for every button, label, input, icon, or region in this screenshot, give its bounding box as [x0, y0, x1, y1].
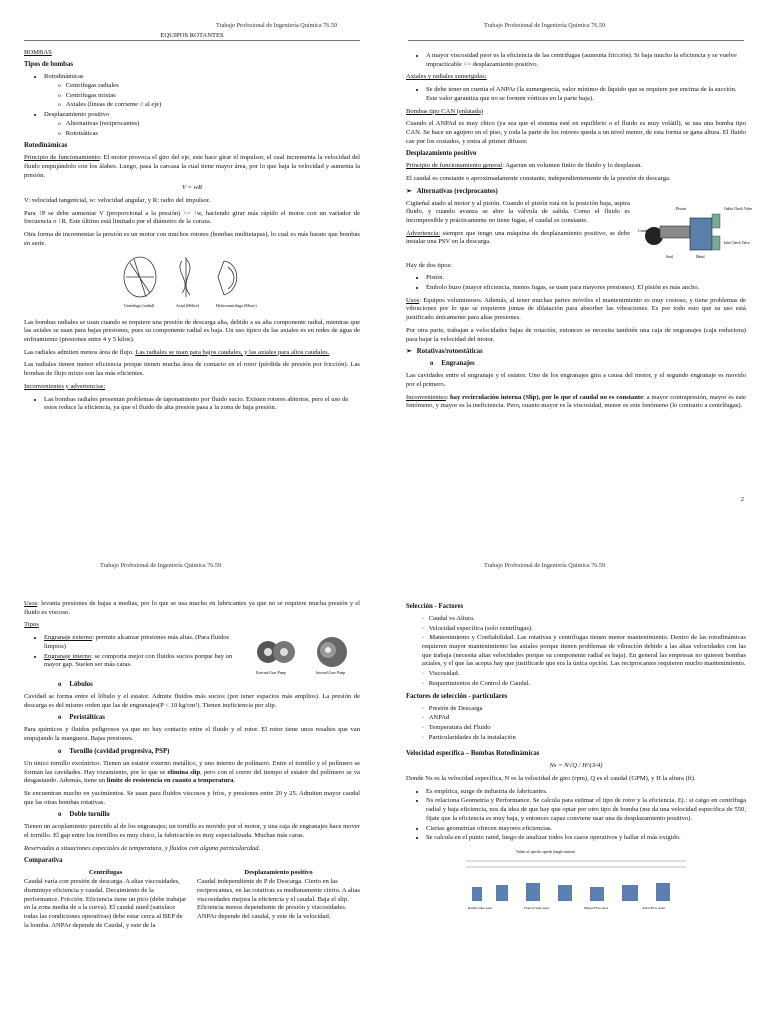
- impeller-figure: [112, 253, 272, 315]
- page-header: Trabajo Profesional de Ingeniería Química 76.59: [216, 22, 338, 29]
- donde-paragraph: Donde Ns es la velocidad específica, N es la velocidad de giro (rpm), Q es el caudal (GPM), y H la altura (ft).: [406, 775, 696, 783]
- fig-label-mixto: Helicocentrífugo (Mixto): [216, 302, 257, 308]
- viscosidad-item: • A mayor viscosidad peor es la eficiencia de las centrífugas (aumenta fricción). Si baja mucho la eficiencia y se vuelve impracticable >> desplazamiento positivo.: [426, 52, 746, 69]
- factor-item: ▫ Requerimientos de Control de Caudal.: [422, 680, 746, 689]
- alt-tipos-list: [406, 274, 746, 292]
- otra-forma-paragraph: Otra forma de incrementar la presión es un motor con muchos rotores (bombas multietapas), lo cual es más barato que bombas en serie.: [24, 231, 360, 247]
- particulares-list: [406, 705, 746, 743]
- inconveniente-item: • Las bombas radiales presentan problemas de taponamiento por fluido sucio. Existen rotores abiertos, pero el uso de estos reduce la eficiencia, ya que el fluido de alta presión pasa a la zona de baja presión.: [44, 396, 360, 413]
- page-number: 2: [740, 495, 744, 503]
- desplazamiento-title: Desplazamiento positivo: [406, 150, 477, 158]
- tipos-list: [24, 73, 360, 138]
- engranaje-externo: • Engranaje externo: permite alcanzar presiones más altas. (Para fluidos limpios): [44, 634, 242, 651]
- inconvenientes-list: [24, 396, 360, 413]
- col-title: Centrífugas: [88, 869, 123, 877]
- document-title: EQUIPOS ROTANTES: [160, 32, 224, 39]
- desp-principio: Principio de funcionamiento general: Agarran un volumen finito de fluido y lo desplazan.: [406, 162, 643, 170]
- specific-speed-figure: [456, 847, 696, 913]
- para-p-paragraph: Para ↑P se debe aumentar V (proporcional a la presión) >> ↑w, haciendo girar más rápido el motor con un variador de frecuencia o ↑R. Este último está limitado por el diámetro de la coraza.: [24, 209, 360, 226]
- fig-label-mixed: Mixed-Flow Area: [584, 905, 609, 910]
- inconvenientes-paragraph: Inconvenientes: hay recirculación interna (Slip), por lo que el caudal no es constante: a mayor contrapresión, mayor es este fenómeno, y mayor es la ineficiencia. Pero, cuanto mayor es la viscosidad, menor es este fenómeno (lo contrario a centrífugas).: [406, 393, 746, 410]
- ns-item: • Ns relaciona Geometría y Performance. Se calcula para estimar el tipo de rotor y la eficiencia. Ej.: si caigo en centrífuga radial y baja eficiencia, nos da idea de que hay que optar por otro tipo de bomba (me da una velocidad específica de 550, fijate que la eficiencia es muy baja, y entonces capaz conviene usar una de desplazamiento positivo).: [426, 797, 746, 823]
- factores-list: [406, 615, 746, 689]
- doble-tornillo-title: o Doble tornillo: [24, 811, 360, 820]
- usos-engranajes: Usos: levanta presiones de bajas a medias, por lo que se usa mucho en lubricantes ya que no se requiere mucha presión y el fluido es viscoso.: [24, 600, 360, 616]
- lobulos-title: o Lóbulos: [24, 681, 360, 690]
- alternativas-paragraph: Cigüeñal atado al motor y al pistón. Cuando el pistón está en la posición baja, aspira fluido, y cuando avanza se abre la válvula de salida. Como el fluido es incompresible y prácticamente no tiene fugas, el caudal es constante.: [406, 199, 630, 225]
- subtipo-item: o Axiales (líneas de corriente // al eje): [58, 101, 360, 110]
- subtipo-item: o Centrífugas radiales: [58, 82, 360, 91]
- tipos-title: Tipos de bombas: [24, 61, 73, 69]
- col-text: Caudal varía con presión de descarga. A altas viscosidades, disminuye eficiencia y caudal. Decaimiento de la performance. Fricción. Eficiencia tiene un pico (debe trabajar en la zona media de a la curva). El caudal rated (satisface todas las condiciones operativas) debe estar cerca al BEP de la bomba. ANPAr depende de Caudal, y este de la: [24, 878, 187, 929]
- page-4: [384, 512, 768, 1024]
- tipos-engranajes-list: [24, 634, 242, 671]
- lobulos-paragraph: Cavidad se forma entre el lóbulo y el estator. Admite fluidos más sucios (por tener espacios más amplios). La presión de descarga es del mismo orden que las de engranajes(P < 10 kg/cm²). Tienen ineficiencia por slip.: [24, 693, 360, 709]
- rotodinamicas-title: Rotodinámicas: [24, 142, 68, 150]
- comparativa-table: [24, 869, 360, 930]
- fig-label-centrifugo: Centrífugo (radial): [124, 302, 155, 308]
- page-header: Trabajo Profesional de Ingeniería Química 76.59: [100, 562, 222, 569]
- inconvenientes-title: Inconvenientes y advertencias:: [24, 382, 106, 390]
- peristalticas-title: o Peristálticas: [24, 714, 360, 723]
- fig-label-inlet: Inlet Check Valve: [724, 240, 750, 245]
- doble-tornillo-paragraph: Tienen un acoplamiento parecido al de los engranajes; un tornillo es movido por el motor, y una caja de engranajes hace mover el tornillo. El gap entre los tornillos es muy chico, la fabricación es muy especializada. Muchas más caras.: [24, 823, 360, 840]
- particular-item: ▫ Temperatura del Fluido: [422, 724, 746, 733]
- factor-item: ▫ Velocidad específica (solo centrífugas).: [422, 625, 746, 634]
- particular-item: ▫ ANPAd: [422, 714, 746, 723]
- tipo-item: • Rotodinámicas o Centrífugas radiales o Centrífugas mixtas o Axiales (líneas de corriente // al eje): [44, 73, 360, 110]
- peristalticas-paragraph: Para químicos y fluidos peligrosos ya que no hay contacto entre el fluido y el rotor. El rotor tiene unos resaltes que van empujando la manguera. Bajas presiones.: [24, 726, 360, 743]
- principio-paragraph: Principio de funcionamiento: El motor provoca el giro del eje, este hace girar el impulsor, el cual incrementa la velocidad del fluido empujándolo con los álabes. Luego, pasa la carcasa la cual tiene mayor área, por lo que baja la velocidad y aumenta la presión.: [24, 154, 361, 179]
- sumergidas-item: • Se debe tener en cuenta el ANPAr (la sumergencia, valor mínimo de líquido que se requiere por encima de la succión. Este valor garantiza que no se formen vórtices en la parte baja).: [426, 86, 746, 103]
- radiales-admiten: Las radiales admiten menos área de flujo. Las radiales se usan para bajos caudales, y las axiales para altos caudales.: [24, 348, 330, 356]
- sumergidas-title: Axiales y radiales sumergidas:: [406, 73, 487, 81]
- viscosidad-list: [406, 52, 746, 69]
- piston-pump-figure: [636, 200, 753, 262]
- can-title: Bombas tipo CAN (enlatada): [406, 107, 484, 115]
- comparativa-col-desplazamiento: [197, 869, 360, 930]
- tornillo-paragraph: Un único tornillo excéntrico. Tienen un estator externo metálico, y uno interno de polímero. Entre el tornillo y el polímero se forman las cavidades. Hay rozamiento, por lo que se elimina slip, pero con el correr del tiempo el estator del polímero se va desgastando. Además, tiene un límite de resistencia en cuanto a temperatura.: [24, 759, 360, 785]
- seleccion-title: Selección - Factores: [406, 603, 464, 610]
- fig-label-crank: Crank: [638, 227, 648, 233]
- rotativas-title: ➢ Rotativas/rotoestáticas: [406, 348, 746, 357]
- tipo-item: • Desplazamiento positivo o Alternativas (reciprocantes) o Rototsáticas: [44, 111, 360, 138]
- dos-tipos: Hay de dos tipos:: [406, 261, 452, 269]
- formula: V = wR: [181, 184, 203, 192]
- ns-item: • Se calcula en el punto rated, luego de analizar todos los casos operativos y hallar el más exigido.: [426, 834, 746, 843]
- subtipo-item: o Alternativas (reciprocantes): [58, 120, 360, 129]
- engranaje-interno: • Engranaje interno: se comporta mejor con fluidos sucios porque hay un mayor gap. Suelen ser más caras.: [44, 653, 242, 670]
- page-2: [384, 0, 768, 512]
- col-text: Caudal independiente de P de Descarga. Cierto en las reciprocantes, en las rotativas es medianamente cierto. A altas viscosidades mejora la eficiencia y el caudal. Baja el slip. Eficiencia menos dependiente de presión y viscosidades. ANPAr depende del caudal, y este de la velocidad.: [197, 878, 360, 920]
- comparativa-col-centrifugas: [24, 869, 187, 930]
- page-3: [0, 512, 384, 1024]
- ns-item: • Ciertas geometrías ofrecen mayores eficiencias.: [426, 825, 746, 834]
- fig-label-radial: Radial-Vane Area: [468, 905, 493, 910]
- factor-item: ▫ Viscosidad.: [422, 670, 746, 679]
- fig-label-seal: Seal: [666, 253, 673, 259]
- particulares-title: Factores de selección - particulares: [406, 692, 508, 700]
- page-3-content: [24, 600, 360, 930]
- fig-label-piston: Piston: [676, 205, 687, 211]
- engranajes-row: [24, 634, 360, 678]
- yacimientos-paragraph: Se encuentran mucho en yacimientos. Se usan para fluidos viscosos y fríos, y presiones entre 20 y 25. Admiten mayor caudal que las otras bombas rotativas.: [24, 789, 360, 806]
- advertencia-paragraph: Advertencia: siempre que tengo una máquina de desplazamiento positivo, se debe instalar una PSV en la descarga.: [406, 229, 630, 246]
- can-paragraph: Cuando el ANPAd es muy chico (ya sea que el sistema esté en equilibrio o el fluido es muy volátil), se usa una bomba tipo CAN. Se hace un agujero en el piso, y toda la parte de los rotores queda a un nivel menor, de esta forma se gana altura. El fluido cae por los costados, y entra al primer difusor.: [406, 120, 746, 145]
- por-otra-paragraph: Por otra parte, trabajan a velocidades bajas de rotación, entonces se necesita también una caja de engranajes (caja reductora) para bajar la velocidad del motor.: [406, 326, 746, 343]
- velocidad-especifica-title: Velocidad específica – Bombas Rotodinámicas: [406, 750, 540, 758]
- reservadas-note: Reservadas a situaciones especiales de temperatura, y fluidos con alguna particularidad.: [24, 844, 261, 852]
- fig-title: Values of specific speeds (single suction): [516, 849, 576, 854]
- gear-pumps-figure: [248, 634, 360, 678]
- radiales-eficiencia: Las radiales tienen menor eficiencia porque tienen mucha área de contacto en el rotor (pérdida de presión por fricción). Las bombas de flujo mixto son las más eficientes.: [24, 361, 360, 378]
- particular-item: ▫ Particularidades de la instalación: [422, 734, 746, 743]
- alternativas-row: [406, 199, 753, 262]
- alternativas-title: ➢ Alternativas (reciprocantes): [406, 188, 746, 197]
- subtipo-item: o Centrífugas mixtas: [58, 92, 360, 101]
- header-rule: [408, 40, 744, 41]
- fig-label-internal: Internal Gear Pump: [316, 671, 346, 676]
- ns-item: • Es empírica, surge de industria de fabricantes.: [426, 788, 746, 797]
- comparativa-title: Comparativa: [24, 857, 63, 865]
- ns-formula: Ns = N√Q / H^(3/4): [549, 762, 603, 770]
- page-header: Trabajo Profesional de Ingeniería Química 76.59: [484, 22, 606, 29]
- engranajes-paragraph: Las cavidades entre el engranaje y el estator. Uno de los engranajes gira a causa del motor, y el segundo engranaje es movido por el primero.: [406, 372, 746, 388]
- formula-description: V: velocidad tangencial, w: velocidad angular, y R: radio del impulsor.: [24, 197, 211, 205]
- tipos-engranajes-title: Tipos: [24, 621, 39, 629]
- factor-item: ▫ Mantenimiento y Confiabilidad. Las rotativas y centrífugas tienen menor mantenimiento. Dentro de las rotodinámicas requieren mayor mantenimiento las axiales porque tienen problemas de vibración debido a las altas velocidades con las que trabaja (necesita altas velocidades porque su componente radial es baja). En general las empresas no quieren bombas axiales, y el que las acepta hay que justificarle que era la única opción. Las reciprocantes requieren mucho mantenimiento.: [422, 634, 746, 669]
- particular-item: ▫ Presión de Descarga: [422, 705, 746, 714]
- fig-label-outlet: Outlet Check Valve: [724, 206, 753, 211]
- radiales-paragraph: Las bombas radiales se usan cuando se requiere una presión de descarga alta, debido a su alta componente radial, mientras que las axiales se usan para bajas presiones, pues su componente radial es baja. Un uso típico de las axiales es en redes de agua de enfriamiento (presiones entre 4 y 5 kilos).: [24, 318, 360, 343]
- section-bombas: BOMBAS: [24, 48, 52, 56]
- page-4-content: [406, 600, 746, 917]
- fig-label-head: Head: [696, 253, 705, 259]
- subtipo-item: o Rototsáticas: [58, 130, 360, 139]
- tornillo-title: o Tornillo (cavidad progresiva, PSP): [24, 748, 360, 757]
- desp-caudal: El caudal es constante o aproximadamente constante, independientemente de la presión de descarga.: [406, 175, 671, 182]
- col-title: Desplazamiento positivo: [244, 869, 313, 877]
- page-2-content: [406, 52, 753, 415]
- alt-tipo-item: • Émbolo buzo (mayor eficiencia, menos fugas, se usan para mayores presiones). El pistón es más ancho.: [426, 284, 746, 293]
- fig-label-axial: Axial (Hélice): [176, 302, 199, 308]
- usos-paragraph: Usos: Equipos voluminosos. Además, al tener muchas partes móviles el mantenimiento es muy costoso, y tiene problemas de vibraciones por lo que se requieren juntas de dilatación para absorber las vibraciones. Es por todo esto que su uso está justificado únicamente para altas presiones.: [406, 296, 746, 322]
- fig-label-francis: Francis-Vane Area: [524, 905, 550, 910]
- alt-tipo-item: • Pistón.: [426, 274, 746, 283]
- ns-items-list: [406, 788, 746, 843]
- page-1-content: [24, 32, 361, 417]
- fig-label-external: External Gear Pump: [256, 671, 286, 676]
- page-header: Trabajo Profesional de Ingeniería Química 76.59: [484, 562, 606, 569]
- page-1: [0, 0, 384, 512]
- sumergidas-list: [406, 86, 746, 103]
- factor-item: ▫ Caudal vs Altura.: [422, 615, 746, 624]
- fig-label-axial: Axial-Flow Area: [642, 905, 665, 910]
- engranajes-title: o Engranajes: [406, 360, 746, 369]
